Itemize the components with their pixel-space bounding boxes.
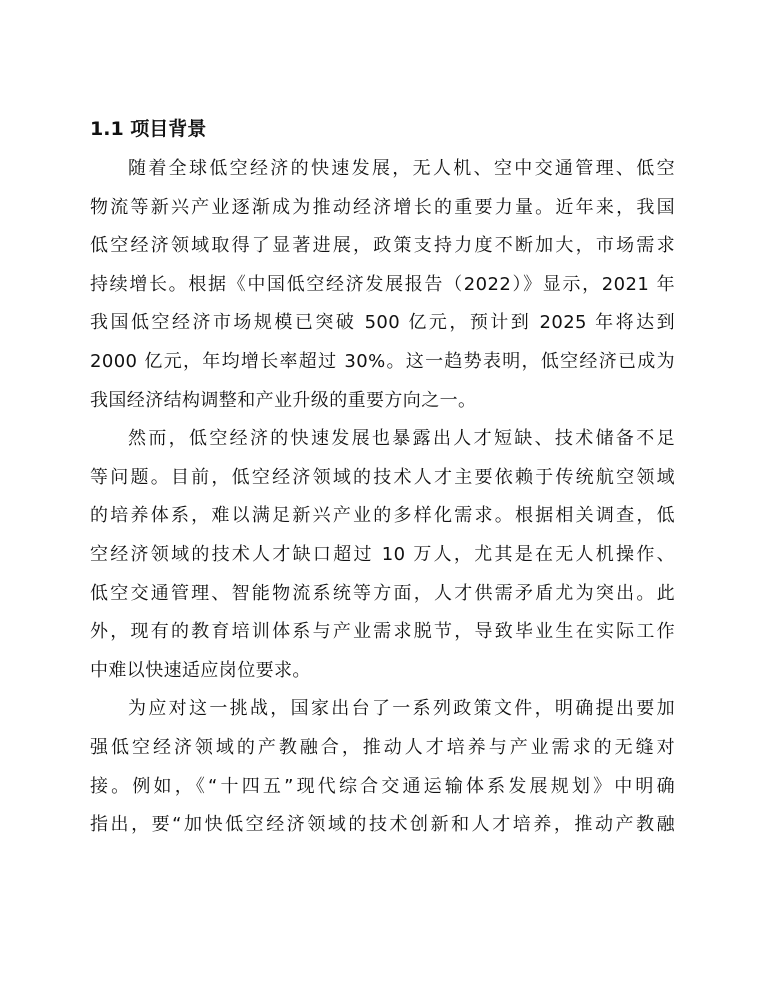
text-line: 接。例如，《“十四五”现代综合交通运输体系发展规划》中明确 [90,775,675,797]
section-heading: 1.1 项目背景 [90,118,207,140]
text-line: 低空经济领域取得了显著进展，政策支持力度不断加大，市场需求 [90,235,675,257]
text-line: 为应对这一挑战，国家出台了一系列政策文件，明确提出要加 [128,698,675,720]
text-line: 2000 亿元，年均增长率超过 30%。这一趋势表明，低空经济已成为 [90,350,675,372]
paragraph-1 [90,150,675,420]
text-line: 我国经济结构调整和产业升级的重要方向之一。 [90,389,477,411]
text-line: 物流等新兴产业逐渐成为推动经济增长的重要力量。近年来，我国 [90,196,675,218]
text-line: 强低空经济领域的产教融合，推动人才培养与产业需求的无缝对 [90,736,675,758]
paragraph-2 [90,420,675,690]
text-line: 然而，低空经济的快速发展也暴露出人才短缺、技术储备不足 [128,428,675,450]
text-line: 的培养体系，难以满足新兴产业的多样化需求。根据相关调查，低 [90,505,675,527]
text-line: 低空交通管理、智能物流系统等方面，人才供需矛盾尤为突出。此 [90,582,675,604]
text-line: 中难以快速适应岗位要求。 [90,659,311,681]
body-text [90,150,675,845]
text-line: 外，现有的教育培训体系与产业需求脱节，导致毕业生在实际工作 [90,621,675,643]
text-line: 空经济领域的技术人才缺口超过 10 万人，尤其是在无人机操作、 [90,543,675,565]
text-line: 等问题。目前，低空经济领域的技术人才主要依赖于传统航空领域 [90,466,675,488]
text-line: 我国低空经济市场规模已突破 500 亿元，预计到 2025 年将达到 [90,312,675,334]
paragraph-3 [90,690,675,844]
text-line: 指出，要“加快低空经济领域的技术创新和人才培养，推动产教融 [90,814,675,836]
text-line: 持续增长。根据《中国低空经济发展报告（2022）》显示，2021 年 [90,273,675,295]
text-line: 随着全球低空经济的快速发展，无人机、空中交通管理、低空 [128,158,675,179]
